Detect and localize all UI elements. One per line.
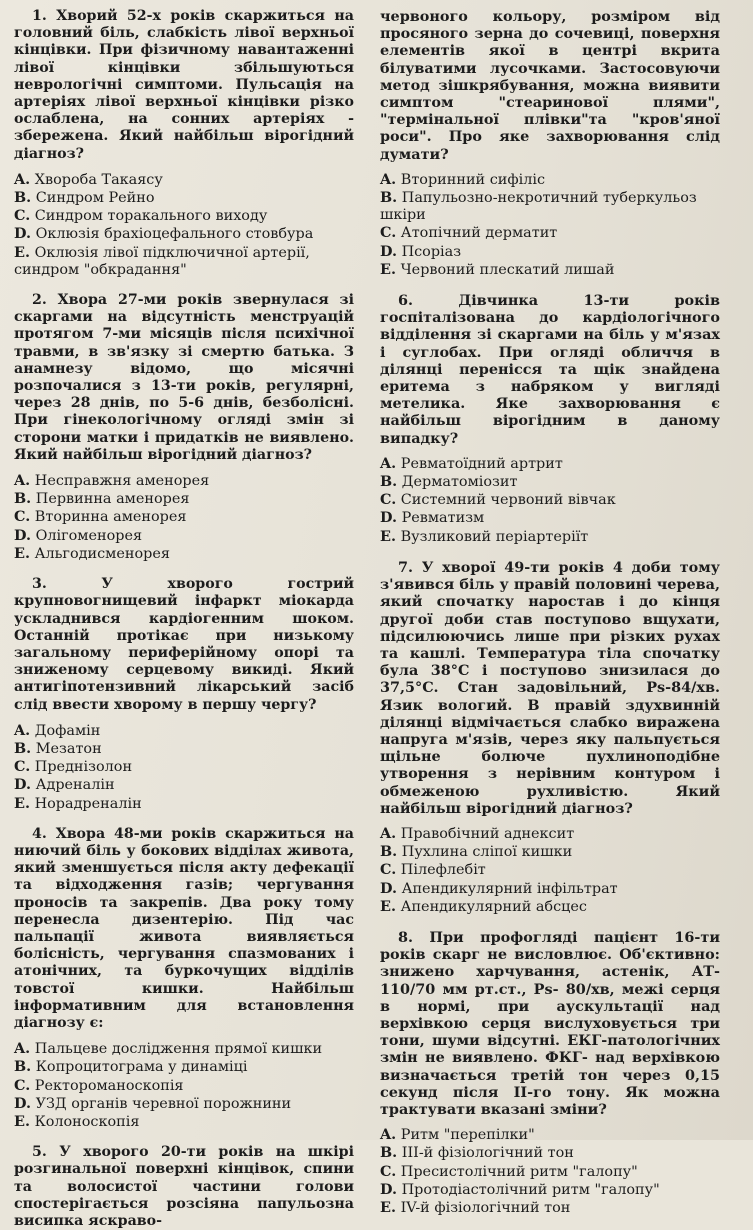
answer-option: [14, 1058, 354, 1076]
option-text: Ректороманоскопія: [34, 1077, 184, 1094]
question-4: [14, 826, 354, 1131]
option-letter: D.: [14, 526, 31, 544]
option-letter: B.: [14, 490, 32, 508]
option-letter: A.: [380, 824, 397, 842]
option-letter: C.: [380, 861, 397, 879]
option-text: Пальцеве дослідження прямої кишки: [34, 1041, 323, 1058]
option-letter: A.: [380, 170, 397, 188]
answer-option: [380, 528, 720, 546]
option-text: Мезатон: [35, 740, 102, 757]
option-text: Псоріаз: [401, 243, 462, 260]
option-letter: E.: [14, 243, 30, 261]
question-8: [380, 929, 720, 1217]
option-text: Олігоменорея: [35, 527, 143, 544]
option-letter: D.: [380, 509, 397, 527]
option-letter: A.: [14, 1040, 31, 1058]
question-stem-continuation: червоного кольору, розміром від просяного зерна до сочевиці, поверхня елементів якої в центрі вкрита білуватими лусочками. Застосовуючи метод зішкрябування, можна виявити симптом "стеаринової плями", "термінальної плівки"та "кров'яної роси". Про яке захворювання слід думати?: [380, 8, 720, 163]
option-text: Дофамін: [34, 722, 101, 739]
option-letter: A.: [380, 1126, 397, 1144]
option-text: Первинна аменорея: [35, 491, 190, 508]
option-text: Атопічний дерматит: [400, 225, 558, 242]
option-text: Синдром Рейно: [35, 190, 155, 207]
question-2: [14, 292, 354, 563]
answer-option: [380, 1199, 720, 1217]
option-letter: E.: [380, 897, 396, 915]
answer-option: [380, 491, 720, 509]
left-column: [14, 8, 354, 1229]
answer-option: [380, 473, 720, 491]
option-text: Колоноскопія: [34, 1113, 140, 1130]
option-text: Несправжня аменорея: [34, 473, 210, 490]
answer-options: [14, 1040, 354, 1131]
answer-option: [380, 898, 720, 916]
option-letter: A.: [14, 721, 31, 739]
answer-option: [380, 1181, 720, 1199]
option-letter: E.: [14, 544, 30, 562]
option-text: Червоний плескатий лишай: [400, 261, 615, 278]
option-letter: D.: [380, 242, 397, 260]
option-letter: C.: [380, 491, 397, 509]
option-text: Преднізолон: [34, 759, 133, 776]
answer-options: [14, 171, 354, 279]
answer-option: [14, 244, 354, 279]
option-text: Адреналін: [35, 777, 115, 794]
answer-option: [380, 171, 720, 189]
answer-options: [380, 455, 720, 546]
option-text: Альгодисменорея: [34, 545, 170, 562]
option-text: III-й фізіологічний тон: [401, 1145, 574, 1162]
answer-option: [14, 1040, 354, 1058]
option-text: Апендикулярний абсцес: [400, 898, 587, 915]
answer-option: [14, 776, 354, 794]
answer-options: [380, 825, 720, 916]
question-stem: 5. У хворого 20-ти років на шкірі розгинальної поверхні кінцівок, спини та волосистої частини голови спостерігається розсіяна папульозна висипка яскраво-: [14, 1144, 354, 1229]
option-text: Вторинна аменорея: [34, 509, 187, 526]
option-letter: B.: [14, 739, 32, 757]
option-letter: D.: [14, 225, 31, 243]
question-stem: 8. При профогляді пацієнт 16-ти років скарг не висловлює. Об'єктивно: знижено харчування, астенік, АТ- 110/70 мм рт.ст., Ps- 80/хв, межі серця в нормі, при аускультації над верхівкою серця вислуховується три тони, шуми відсутні. ЕКГ-патологічних змін не виявлено. ФКГ- над верхівкою визначається третій тон через 0,15 секунд після II-го тону. Як можна трактувати вказані зміни?: [380, 928, 720, 1118]
option-letter: D.: [14, 776, 31, 794]
option-letter: E.: [380, 527, 396, 545]
option-letter: B.: [380, 473, 398, 491]
option-letter: B.: [14, 189, 32, 207]
option-text: Ревматоїдний артрит: [400, 455, 563, 472]
question-7: [380, 559, 720, 916]
answer-option: [380, 189, 720, 224]
answer-option: [14, 490, 354, 508]
option-text: УЗД органів черевної порожнини: [35, 1095, 292, 1112]
option-text: IV-й фізіологічний тон: [400, 1200, 571, 1216]
answer-option: [14, 527, 354, 545]
option-text: Ритм "перепілки": [400, 1127, 535, 1144]
answer-option: [14, 472, 354, 490]
option-text: Ревматизм: [401, 510, 485, 527]
option-text: Дерматоміозит: [401, 474, 518, 491]
option-text: Системний червоний вівчак: [400, 492, 616, 509]
option-letter: C.: [14, 508, 31, 526]
question-5: [14, 1144, 354, 1230]
question-stem: 6. Дівчинка 13-ти років госпіталізована до кардіологічного відділення зі скаргами на біль у м'язах і суглобах. При огляді обличчя в ділянці перенісся та щік знайдена еритема з набряком у вигляді метелика. Яке захворювання є найбільш вірогідним в даному випадку?: [380, 292, 720, 447]
answer-option: [14, 545, 354, 563]
option-letter: A.: [380, 454, 397, 472]
option-text: Пухлина сліпої кишки: [401, 844, 573, 861]
option-text: Вторинний сифіліс: [400, 171, 546, 188]
option-letter: E.: [14, 794, 30, 812]
answer-option: [14, 225, 354, 243]
answer-option: [380, 1163, 720, 1181]
option-letter: B.: [14, 1058, 32, 1076]
option-letter: D.: [380, 1180, 397, 1198]
answer-option: [14, 508, 354, 526]
option-text: Оклюзія брахіоцефального стовбура: [35, 226, 314, 243]
option-letter: A.: [14, 170, 31, 188]
option-text: Хвороба Такаясу: [34, 171, 163, 188]
answer-option: [14, 1095, 354, 1113]
answer-option: [380, 825, 720, 843]
question-stem: 4. Хвора 48-ми років скаржиться на ниючий біль у бокових відділах живота, який зменшується після акту дефекації та відходження газів; чергування проносів та закрепів. Два року тому перенесла дизентерію. Під час пальпації живота виявляється болісність, чергування спазмованих і атонічних, та буркочущих відділів товстої кишки. Найбільш інформативним для встановлення діагнозу є:: [14, 825, 354, 1031]
option-text: Копроцитограма у динаміці: [35, 1059, 248, 1076]
answer-option: [14, 207, 354, 225]
answer-option: [380, 861, 720, 879]
answer-option: [14, 1077, 354, 1095]
answer-option: [380, 1144, 720, 1162]
answer-option: [380, 224, 720, 242]
option-letter: E.: [380, 1199, 396, 1216]
option-letter: C.: [14, 207, 31, 225]
answer-option: [380, 261, 720, 279]
answer-option: [14, 740, 354, 758]
option-letter: C.: [380, 1162, 397, 1180]
question-stem: 3. У хворого гострий крупновогнищевий інфаркт міокарда ускладнився кардіогенним шоком. Останній протікає при низькому загальному периферійному опорі та зниженому серцевому викиді. Який антигіпотензивний лікарський засіб слід ввести хворому в першу чергу?: [14, 576, 354, 713]
question-stem: 2. Хвора 27-ми років звернулася зі скаргами на відсутність менструацій протягом 7-ми місяців після психічної травми, в зв'язку зі смертю батька. З анамнезу відомо, що місячні розпочалися з 13-ти років, регулярні, через 28 днів, по 5-6 днів, безболісні. При гінекологічному огляді змін зі сторони матки і придатків не виявлено. Який найбільш вірогідний діагноз?: [14, 292, 354, 463]
option-letter: B.: [380, 843, 398, 861]
question-1: [14, 8, 354, 279]
option-letter: A.: [14, 472, 31, 490]
answer-option: [14, 171, 354, 189]
option-text: Пресистолічний ритм "галопу": [400, 1163, 638, 1180]
answer-option: [14, 758, 354, 776]
option-letter: B.: [380, 1144, 398, 1162]
option-text: Пілефлебіт: [400, 862, 486, 879]
answer-options: [14, 722, 354, 813]
answer-option: [14, 1113, 354, 1131]
question-3: [14, 576, 354, 813]
option-text: Вузликовий періартеріїт: [400, 528, 589, 545]
question-6: [380, 292, 720, 546]
question-stem: 1. Хворий 52-х років скаржиться на головний біль, слабкість лівої верхньої кінцівки. При фізичному навантаженні лівої кінцівки збільшуються неврологічні симптоми. Пульсація на артеріях лівої верхньої кінцівки різко ослаблена, на сонних артеріях - збережена. Який найбільш вірогідний діагноз?: [14, 8, 354, 162]
option-text: Апендикулярний інфільтрат: [401, 880, 618, 897]
answer-options: [380, 171, 720, 279]
answer-option: [380, 243, 720, 261]
answer-option: [380, 509, 720, 527]
option-text: Папульозно-некротичний туберкульоз шкіри: [380, 190, 697, 224]
option-text: Норадреналін: [34, 795, 142, 812]
answer-option: [380, 843, 720, 861]
option-letter: C.: [14, 758, 31, 776]
option-text: Оклюзія лівої підключичної артерії, синдром "обкрадання": [14, 244, 310, 278]
answer-option: [380, 880, 720, 898]
question-stem: 7. У хворої 49-ти років 4 доби тому з'явився біль у правій половині черева, який спочатку наростав і до кінця другої доби став поступово вщухати, підсилюючись лише при різких рухах та кашлі. Температура тіла спочатку була 38°C і поступово знизилася до 37,5°C. Стан задовільний, Ps-84/хв. Язик вологий. В правій здухвинній ділянці відмічається слабко виражена напруга м'язів, через яку пальпується щільне болюче пухлиноподібне утворення з нерівним контуром і обмеженою рухливістю. Який найбільш вірогідний діагноз?: [380, 558, 720, 817]
option-letter: D.: [14, 1094, 31, 1112]
answer-option: [14, 189, 354, 207]
answer-option: [14, 795, 354, 813]
right-column: [380, 8, 720, 1216]
option-text: Протодіастолічний ритм "галопу": [401, 1181, 660, 1198]
option-letter: C.: [14, 1076, 31, 1094]
option-letter: E.: [380, 260, 396, 278]
option-letter: B.: [380, 189, 398, 207]
question-5-continued: [380, 8, 720, 279]
answer-option: [380, 455, 720, 473]
answer-option: [14, 722, 354, 740]
answer-option: [380, 1126, 720, 1144]
answer-options: [14, 472, 354, 563]
option-letter: D.: [380, 879, 397, 897]
option-letter: C.: [380, 224, 397, 242]
option-text: Синдром торакального виходу: [34, 208, 268, 225]
option-text: Правобічний аднексит: [400, 825, 575, 842]
option-letter: E.: [14, 1112, 30, 1130]
